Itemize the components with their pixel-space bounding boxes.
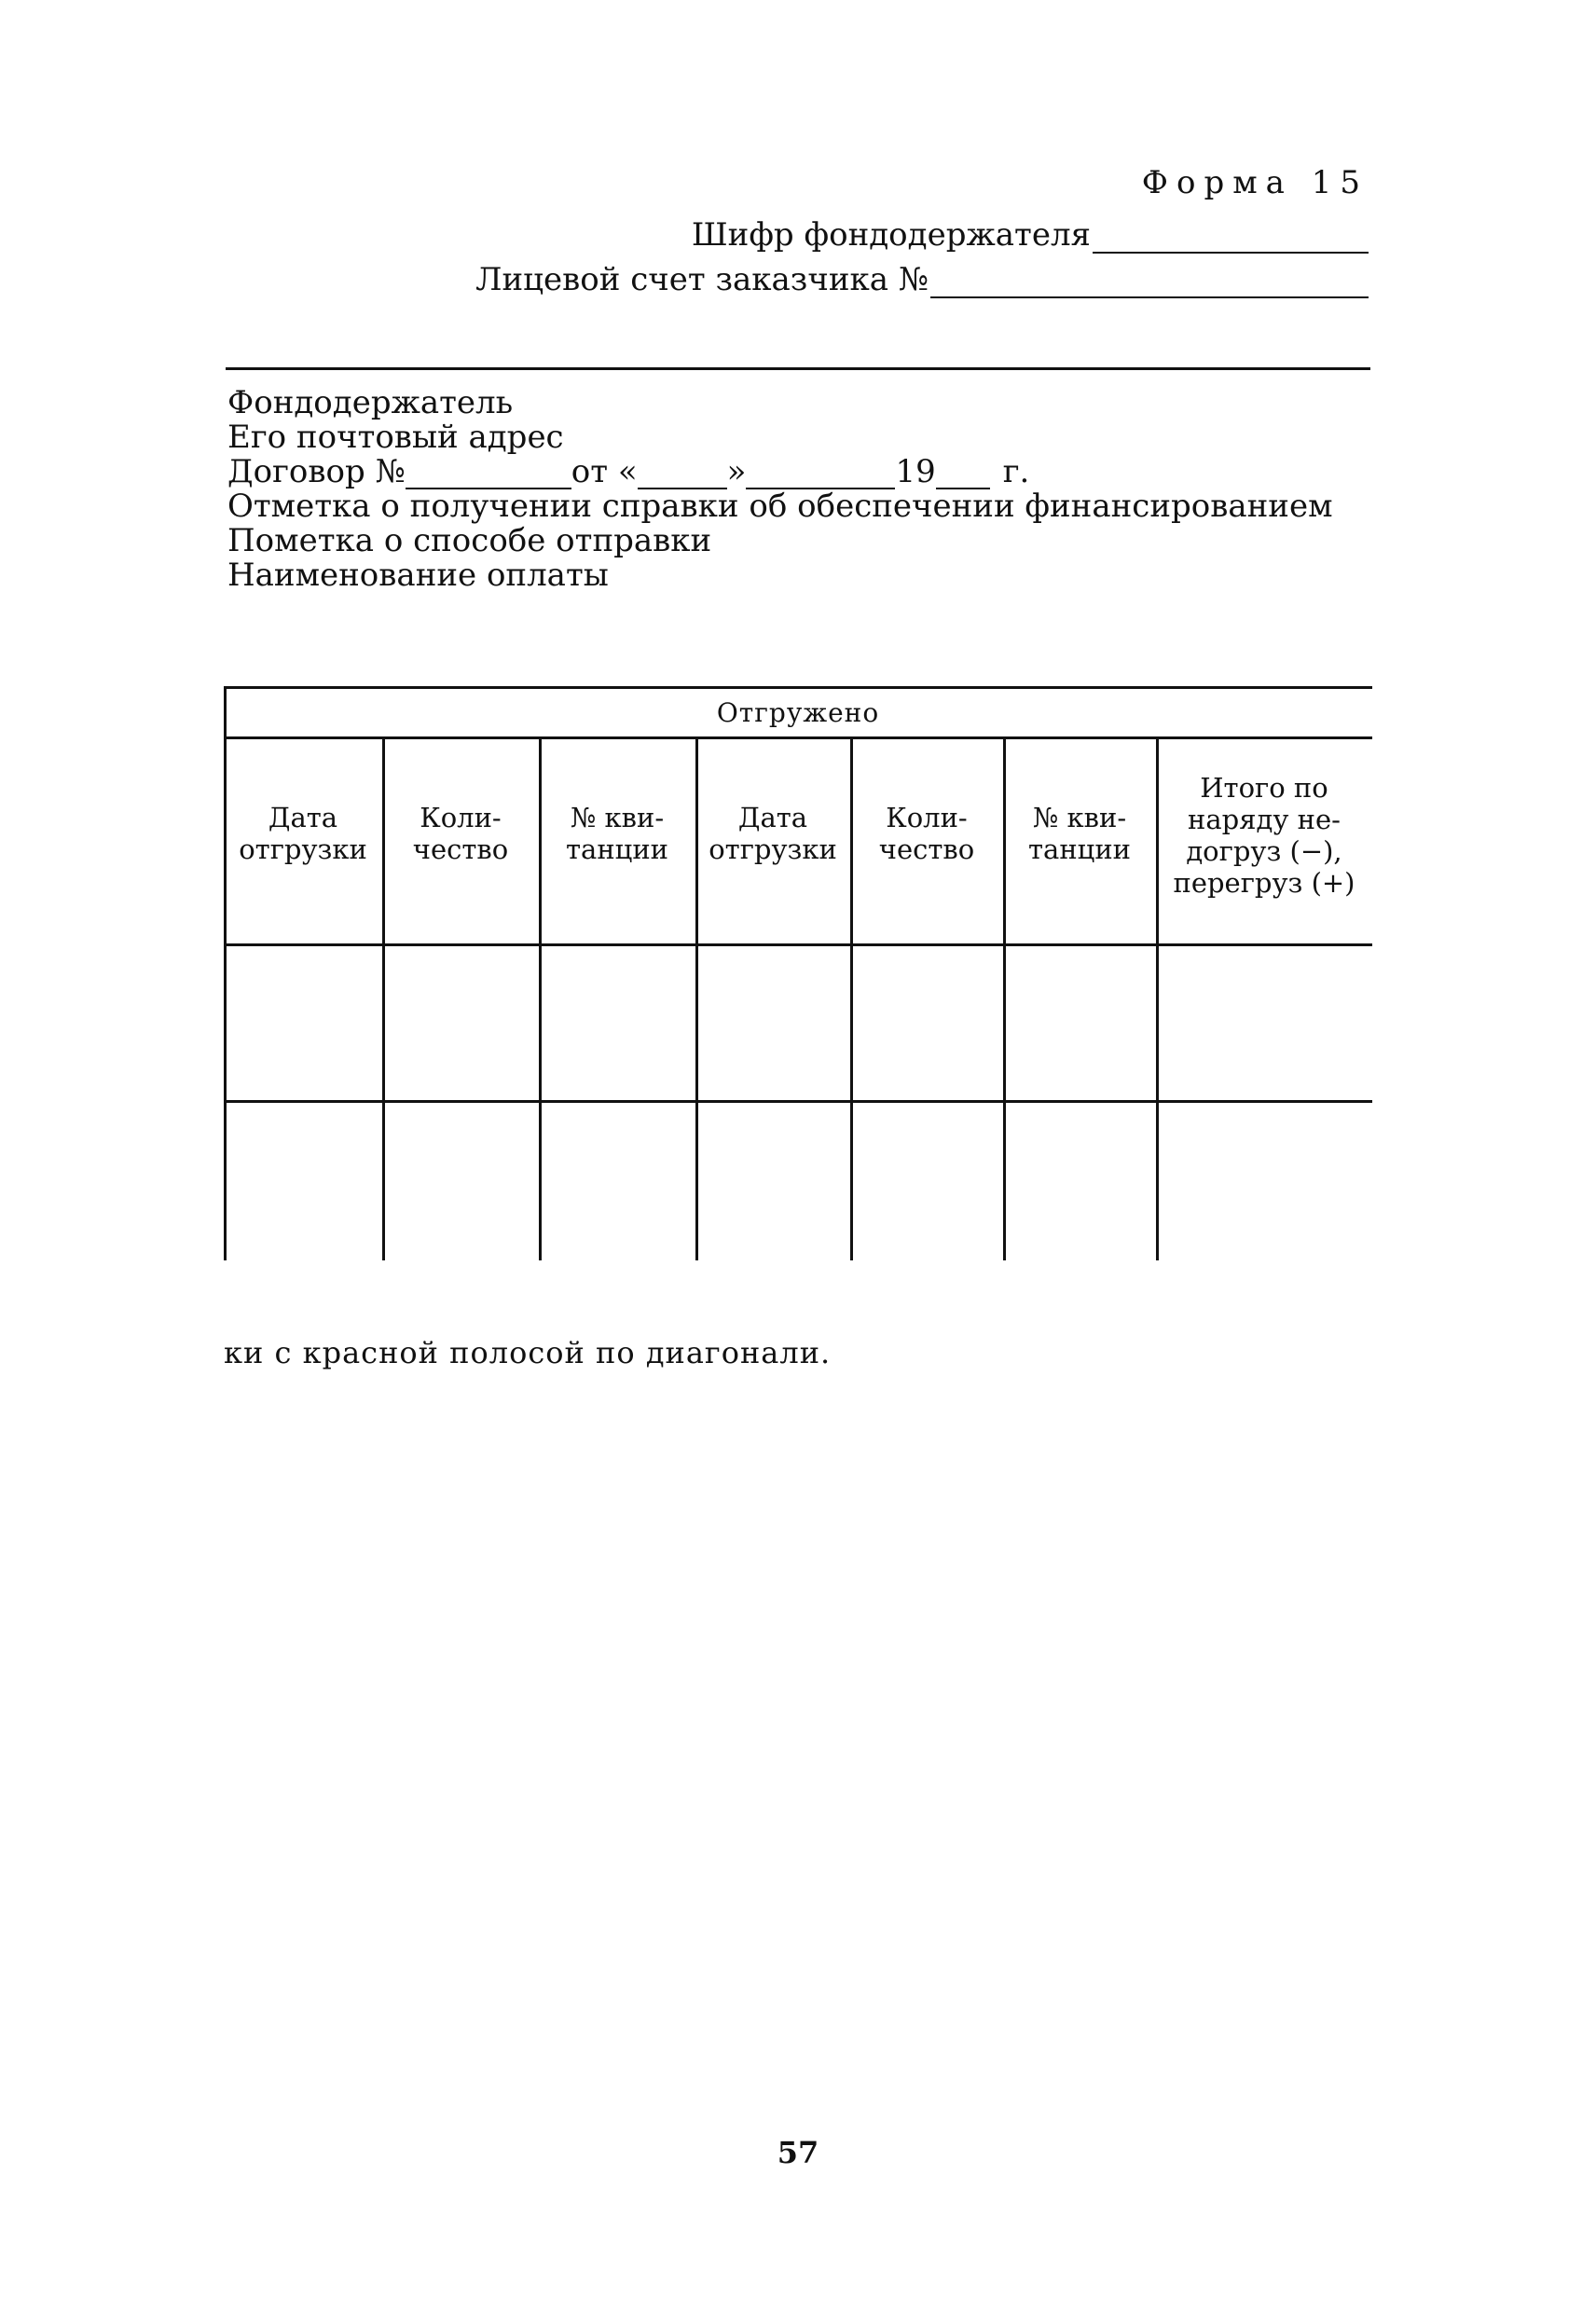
- shipment-table: [224, 686, 1372, 1260]
- contract-row: [227, 455, 1333, 489]
- col-header-receipt-no-1: № кви- танции: [566, 802, 668, 865]
- contract-number-blank: [406, 461, 571, 489]
- col-header-ship-date-2: Дата отгрузки: [709, 802, 837, 865]
- table-group-header-border: [224, 736, 1372, 739]
- contract-month-blank: [746, 461, 895, 489]
- fundholder-code-blank: [1093, 224, 1369, 254]
- form-number: Форма 15: [1141, 164, 1369, 201]
- shipping-method-row: [227, 524, 1333, 558]
- customer-account-label: Лицевой счет заказчика №: [475, 261, 929, 298]
- footnote-text: ки с красной полосой по диагонали.: [224, 1335, 832, 1370]
- payment-name-label: Наименование оплаты: [227, 557, 609, 594]
- customer-account-field: [475, 261, 1369, 298]
- fundholder-label: Фондодержатель: [227, 384, 514, 421]
- financing-note-label: Отметка о получении справки об обеспечении финансированием: [227, 488, 1333, 525]
- col-header-quantity-2: Коли- чество: [878, 802, 975, 865]
- fundholder-row: [227, 386, 1333, 420]
- col-header-quantity-1: Коли- чество: [412, 802, 509, 865]
- shipped-group-header: Отгружено: [716, 697, 880, 728]
- page-number: 57: [777, 2135, 819, 2170]
- contract-quote-close: »: [726, 453, 747, 490]
- header-divider: [226, 367, 1370, 370]
- fundholder-code-label: Шифр фондодержателя: [691, 216, 1091, 254]
- col-header-ship-date-1: Дата отгрузки: [239, 802, 367, 865]
- table-header-bottom-border: [224, 943, 1372, 946]
- contract-year-prefix: 19: [895, 453, 936, 490]
- table-top-border: [224, 686, 1372, 689]
- col-header-receipt-no-2: № кви- танции: [1028, 802, 1131, 865]
- financing-note-row: [227, 489, 1333, 524]
- info-block: [227, 386, 1333, 593]
- contract-year-blank: [936, 461, 990, 489]
- customer-account-blank: [930, 268, 1369, 298]
- contract-label: Договор №: [227, 453, 406, 490]
- contract-from-label: от «: [571, 453, 638, 490]
- contract-day-blank: [638, 461, 727, 489]
- contract-year-suffix: г.: [1002, 453, 1030, 490]
- fundholder-code-field: [692, 216, 1369, 254]
- postal-address-label: Его почтовый адрес: [227, 419, 564, 456]
- col-header-total-order: Итого по наряду не- догруз (−), перегруз (+): [1173, 772, 1355, 899]
- table-left-border: [224, 686, 227, 1260]
- payment-name-row: [227, 558, 1333, 593]
- table-row-divider: [224, 1100, 1372, 1103]
- shipping-method-label: Пометка о способе отправки: [227, 522, 712, 559]
- postal-address-row: [227, 420, 1333, 455]
